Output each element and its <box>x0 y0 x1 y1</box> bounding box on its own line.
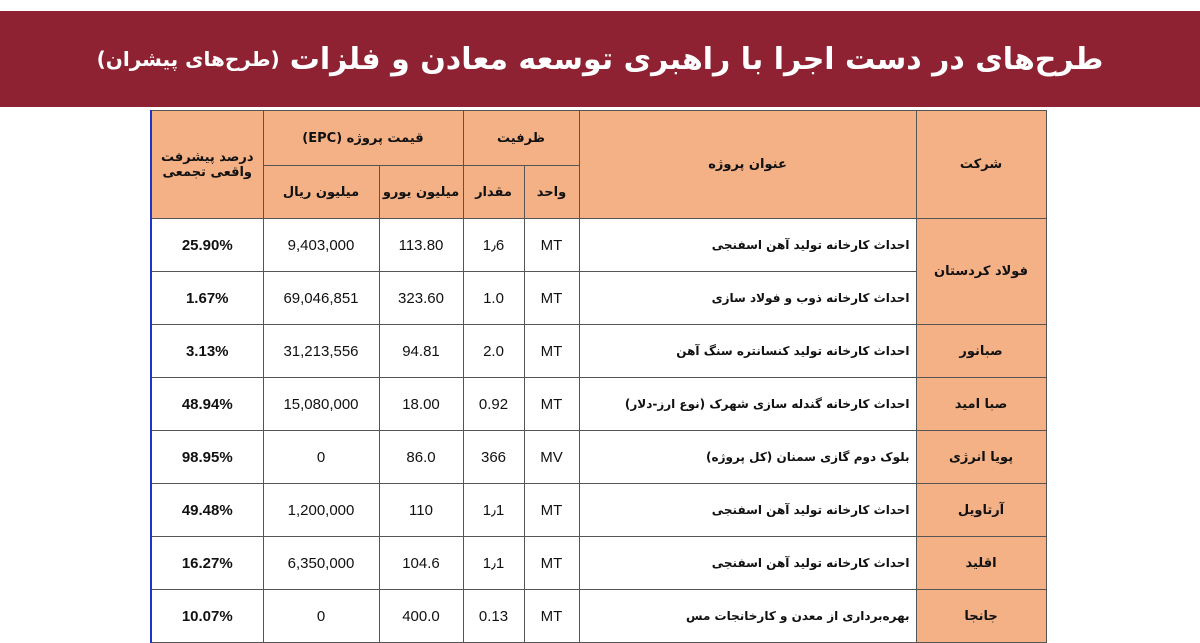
cell-amount: 366 <box>463 431 524 484</box>
cell-rial: 69,046,851 <box>263 272 379 325</box>
cell-euro: 110 <box>379 484 463 537</box>
cell-company: صبانور <box>916 325 1046 378</box>
cell-rial: 1,200,000 <box>263 484 379 537</box>
cell-company: جانجا <box>916 590 1046 643</box>
cell-amount: 2.0 <box>463 325 524 378</box>
projects-table <box>150 110 1047 643</box>
cell-euro: 86.0 <box>379 431 463 484</box>
cell-rial: 15,080,000 <box>263 378 379 431</box>
cell-project: احداث کارخانه تولید کنسانتره سنگ آهن <box>579 325 916 378</box>
cell-project: احداث کارخانه گندله سازی شهرک (نوع ارز-دلار) <box>579 378 916 431</box>
cell-rial: 0 <box>263 590 379 643</box>
cell-euro: 113.80 <box>379 219 463 272</box>
page-subtitle: (طرح‌های پیشران) <box>96 47 280 71</box>
cell-company: صبا امید <box>916 378 1046 431</box>
cell-rial: 31,213,556 <box>263 325 379 378</box>
cell-project: احداث کارخانه تولید آهن اسفنجی <box>579 484 916 537</box>
cell-euro: 18.00 <box>379 378 463 431</box>
cell-project: احداث کارخانه ذوب و فولاد سازی <box>579 272 916 325</box>
cell-unit: MT <box>524 378 579 431</box>
header-price: قیمت پروژه (EPC) <box>263 111 463 166</box>
cell-company: آرتاویل <box>916 484 1046 537</box>
cell-company: اقلید <box>916 537 1046 590</box>
header-company: شرکت <box>916 111 1046 219</box>
cell-progress: 3.13% <box>151 325 263 378</box>
table-row <box>151 325 1046 378</box>
cell-amount: 1٫6 <box>463 219 524 272</box>
table-row <box>151 537 1046 590</box>
cell-unit: MT <box>524 484 579 537</box>
cell-rial: 0 <box>263 431 379 484</box>
cell-amount: 1.0 <box>463 272 524 325</box>
cell-progress: 98.95% <box>151 431 263 484</box>
cell-project: احداث کارخانه تولید آهن اسفنجی <box>579 219 916 272</box>
cell-progress: 10.07% <box>151 590 263 643</box>
table-row <box>151 484 1046 537</box>
cell-amount: 0.92 <box>463 378 524 431</box>
table-row <box>151 272 1046 325</box>
cell-unit: MT <box>524 325 579 378</box>
header-rial: میلیون ریال <box>263 166 379 219</box>
table-row <box>151 431 1046 484</box>
cell-progress: 16.27% <box>151 537 263 590</box>
cell-euro: 104.6 <box>379 537 463 590</box>
header-project: عنوان پروژه <box>579 111 916 219</box>
cell-project: بلوک دوم گازی سمنان (کل پروژه) <box>579 431 916 484</box>
cell-company: فولاد کردستان <box>916 219 1046 325</box>
cell-progress: 25.90% <box>151 219 263 272</box>
table-row <box>151 219 1046 272</box>
table-row <box>151 378 1046 431</box>
header-euro: میلیون یورو <box>379 166 463 219</box>
cell-amount: 1٫1 <box>463 537 524 590</box>
cell-unit: MT <box>524 272 579 325</box>
cell-amount: 0.13 <box>463 590 524 643</box>
cell-amount: 1٫1 <box>463 484 524 537</box>
cell-euro: 94.81 <box>379 325 463 378</box>
header-amount: مقدار <box>463 166 524 219</box>
cell-project: احداث کارخانه تولید آهن اسفنجی <box>579 537 916 590</box>
cell-rial: 9,403,000 <box>263 219 379 272</box>
cell-unit: MT <box>524 537 579 590</box>
cell-project: بهره‌برداری از معدن و کارخانجات مس <box>579 590 916 643</box>
header-capacity: ظرفیت <box>463 111 579 166</box>
cell-unit: MT <box>524 590 579 643</box>
header-progress: درصد پیشرفت واقعی تجمعی <box>151 111 263 219</box>
cell-unit: MT <box>524 219 579 272</box>
cell-progress: 48.94% <box>151 378 263 431</box>
cell-progress: 1.67% <box>151 272 263 325</box>
cell-unit: MV <box>524 431 579 484</box>
table-row <box>151 590 1046 643</box>
cell-euro: 400.0 <box>379 590 463 643</box>
header-unit: واحد <box>524 166 579 219</box>
page-title: طرح‌های در دست اجرا با راهبری توسعه معادن و فلزات <box>289 41 1104 77</box>
title-banner <box>0 11 1200 107</box>
cell-rial: 6,350,000 <box>263 537 379 590</box>
cell-euro: 323.60 <box>379 272 463 325</box>
cell-progress: 49.48% <box>151 484 263 537</box>
cell-company: پویا انرژی <box>916 431 1046 484</box>
